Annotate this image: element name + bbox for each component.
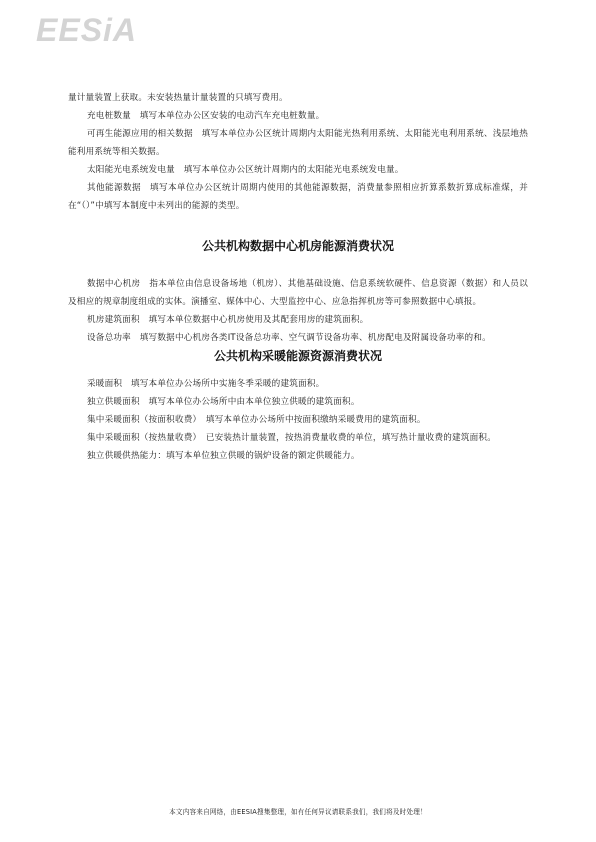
paragraph: 独立供暖面积 填写本单位办公场所中由本单位独立供暖的建筑面积。	[87, 397, 360, 407]
paragraph: 太阳能光电系统发电量 填写本单位办公区统计周期内的太阳能光电系统发电量。	[87, 165, 404, 175]
paragraph: 机房建筑面积 填写本单位数据中心机房使用及其配套用房的建筑面积。	[87, 315, 369, 325]
paragraph: 可再生能源应用的相关数据 填写本单位办公区统计周期内太阳能光热利用系统、太阳能光电利用系统、浅层地热能利用系统等相关数据。	[68, 129, 528, 157]
section-heading: 公共机构采暖能源资源消费状况	[213, 349, 382, 363]
paragraph: 独立供暖供热能力：填写本单位独立供暖的锅炉设备的额定供暖能力。	[87, 451, 360, 461]
section-heading: 公共机构数据中心机房能源消费状况	[201, 239, 394, 253]
paragraph: 采暖面积 填写本单位办公场所中实施冬季采暖的建筑面积。	[87, 379, 325, 389]
section-intro	[68, 89, 528, 215]
paragraph: 量计量装置上获取。未安装热量计量装置的只填写费用。	[68, 93, 288, 103]
footer-disclaimer: 本文内容来自网络，由EESIA搜集整理，如有任何异议请联系我们，我们将及时处理！	[169, 808, 427, 816]
paragraph: 集中采暖面积（按面积收费） 填写本单位办公场所中按面积缴纳采暖费用的建筑面积。	[87, 415, 426, 425]
paragraph: 数据中心机房 指本单位由信息设备场地（机房）、其他基础设施、信息系统软硬件、信息资源（数据）和人员以及相应的规章制度组成的实体。演播室、媒体中心、大型监控中心、应急指挥机房等可参照数据中心填报。	[68, 279, 528, 307]
document-body	[68, 89, 528, 465]
paragraph: 其他能源数据 填写本单位办公区统计周期内使用的其他能源数据，消费量参照相应折算系数折算成标准煤，并在“（）”中填写本制度中未列出的能源的类型。	[68, 183, 528, 211]
paragraph: 设备总功率 填写数据中心机房各类IT设备总功率、空气调节设备功率、机房配电及附属设备功率的和。	[87, 333, 491, 343]
section-heating	[68, 375, 528, 465]
eesia-logo: EESiA	[36, 12, 138, 48]
paragraph: 充电桩数量 填写本单位办公区安装的电动汽车充电桩数量。	[87, 111, 325, 121]
paragraph: 集中采暖面积（按热量收费） 已安装热计量装置，按热消费量收费的单位，填写热计量收费的建筑面积。	[87, 433, 497, 443]
section-data-center	[68, 275, 528, 347]
